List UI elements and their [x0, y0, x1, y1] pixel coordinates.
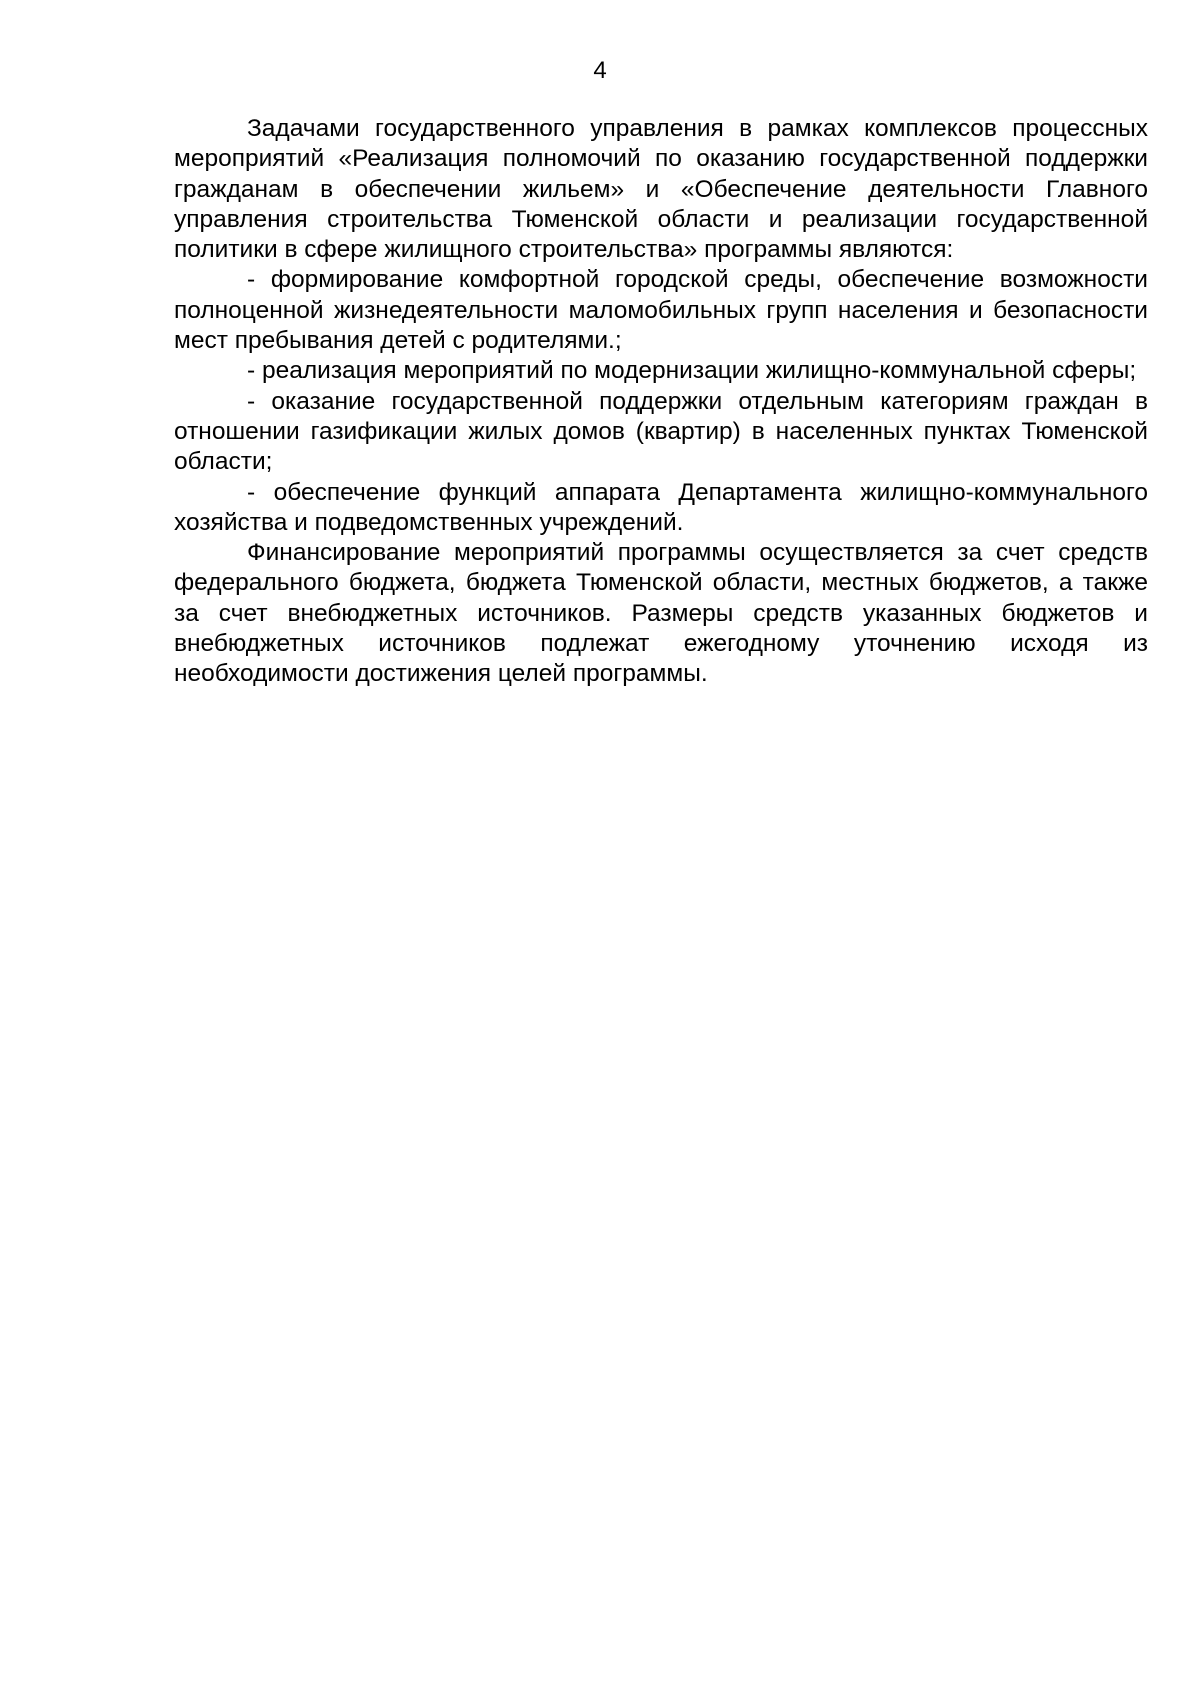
paragraph-tasks-intro: Задачами государственного управления в рамках комплексов процессных мероприятий «Реализация полномочий по оказанию государственной поддержки гражданам в обеспечении жильем» и «Обеспечение деятельности Главного управления строительства Тюменской области и реализации государственной политики в сфере жилищного строительства» программы являются:: [174, 115, 1148, 264]
list-item-gasification-support: - оказание государственной поддержки отдельным категориям граждан в отношении газификации жилых домов (квартир) в населенных пунктах Тюменской области;: [174, 387, 1148, 476]
document-body: [174, 114, 1148, 690]
list-item-comfortable-environment: - формирование комфортной городской среды, обеспечение возможности полноценной жизнедеятельности маломобильных групп населения и безопасности мест пребывания детей с родителями.;: [174, 266, 1148, 355]
list-item-housing-modernization: - реализация мероприятий по модернизации жилищно-коммунальной сферы;: [247, 357, 1137, 385]
paragraph-financing: Финансирование мероприятий программы осуществляется за счет средств федерального бюджета, бюджета Тюменской области, местных бюджетов, а также за счет внебюджетных источников. Размеры средств указанных бюджетов и внебюджетных источников подлежат ежегодному уточнению исходя из необходимости достижения целей программы.: [174, 539, 1148, 688]
list-item-department-functions: - обеспечение функций аппарата Департамента жилищно-коммунального хозяйства и подведомственных учреждений.: [174, 478, 1148, 536]
page-number: 4: [593, 57, 607, 84]
